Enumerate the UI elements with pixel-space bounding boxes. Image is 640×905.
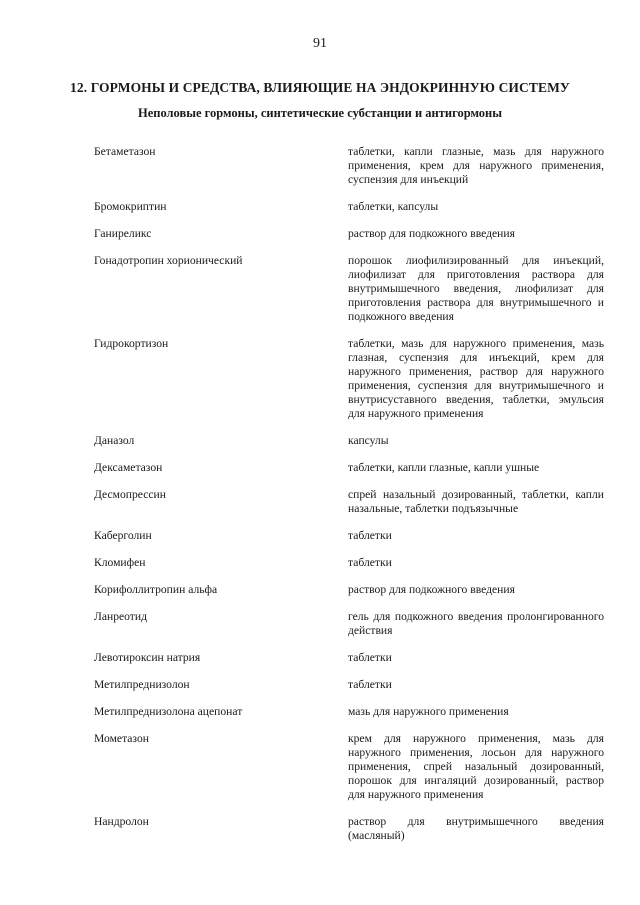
drug-forms: порошок лиофилизированный для инъекций, лиофилизат для приготовления раствора для внутримышечного введения, лиофилизат для приготовления раствора для внутримышечного и подкожного введения: [348, 254, 604, 323]
drug-name: Корифоллитропин альфа: [94, 583, 218, 596]
drug-forms: раствор для подкожного введения: [348, 583, 515, 596]
drug-forms: капсулы: [348, 434, 389, 447]
drug-forms: таблетки: [348, 651, 392, 664]
drug-forms: таблетки, капли глазные, мазь для наружного применения, крем для наружного применения, суспензия для инъекций: [348, 145, 604, 186]
drug-forms: таблетки, капли глазные, капли ушные: [348, 461, 540, 474]
drug-name: Бромокриптин: [94, 200, 167, 213]
drug-forms: таблетки: [348, 678, 392, 691]
drug-name: Нандролон: [94, 815, 149, 828]
section-subtitle: Неполовые гормоны, синтетические субстанции и антигормоны: [137, 106, 503, 120]
drug-forms: крем для наружного применения, мазь для наружного применения, лосьон для наружного применения, спрей назальный дозированный, порошок для ингаляций дозированный, раствор для наружного применения: [348, 732, 604, 801]
drug-name: Кломифен: [94, 556, 146, 569]
drug-list: [94, 145, 604, 856]
drug-forms: таблетки: [348, 529, 392, 542]
drug-forms: спрей назальный дозированный, таблетки, капли назальные, таблетки подъязычные: [348, 488, 604, 515]
drug-name: Левотироксин натрия: [94, 651, 201, 664]
drug-forms: раствор для внутримышечного введения (масляный): [348, 815, 604, 842]
drug-row: [94, 583, 604, 597]
drug-forms: гель для подкожного введения пролонгированного действия: [348, 610, 604, 637]
drug-row: [94, 227, 604, 241]
drug-row: [94, 488, 604, 516]
drug-forms: таблетки, капсулы: [348, 200, 439, 213]
drug-row: [94, 461, 604, 475]
drug-forms: таблетки: [348, 556, 392, 569]
drug-row: [94, 651, 604, 665]
drug-row: [94, 434, 604, 448]
page-number: 91: [313, 36, 327, 51]
drug-row: [94, 556, 604, 570]
drug-name: Дексаметазон: [94, 461, 163, 474]
drug-name: Гонадотропин хорионический: [94, 254, 243, 267]
drug-row: [94, 529, 604, 543]
drug-name: Ланреотид: [94, 610, 147, 623]
drug-row: [94, 732, 604, 802]
drug-row: [94, 678, 604, 692]
drug-row: [94, 200, 604, 214]
drug-name: Гидрокортизон: [94, 337, 169, 350]
drug-name: Метилпреднизолон: [94, 678, 190, 691]
drug-forms: раствор для подкожного введения: [348, 227, 515, 240]
drug-row: [94, 815, 604, 843]
drug-name: Каберголин: [94, 529, 152, 542]
drug-name: Ганиреликс: [94, 227, 152, 240]
drug-row: [94, 337, 604, 421]
drug-forms: таблетки, мазь для наружного применения, мазь глазная, суспензия для инъекций, крем для наружного применения, раствор для наружного применения, суспензия для внутримышечного и внутрисуставного введения, таблетки, эмульсия для наружного применения: [348, 337, 604, 420]
drug-name: Десмопрессин: [94, 488, 166, 501]
drug-row: [94, 254, 604, 324]
drug-name: Даназол: [94, 434, 135, 447]
drug-name: Мометазон: [94, 732, 149, 745]
section-title: 12. ГОРМОНЫ И СРЕДСТВА, ВЛИЯЮЩИЕ НА ЭНДОКРИННУЮ СИСТЕМУ: [70, 80, 570, 95]
drug-row: [94, 705, 604, 719]
drug-forms: мазь для наружного применения: [348, 705, 509, 718]
drug-row: [94, 610, 604, 638]
drug-name: Бетаметазон: [94, 145, 156, 158]
drug-row: [94, 145, 604, 187]
drug-name: Метилпреднизолона ацепонат: [94, 705, 243, 718]
